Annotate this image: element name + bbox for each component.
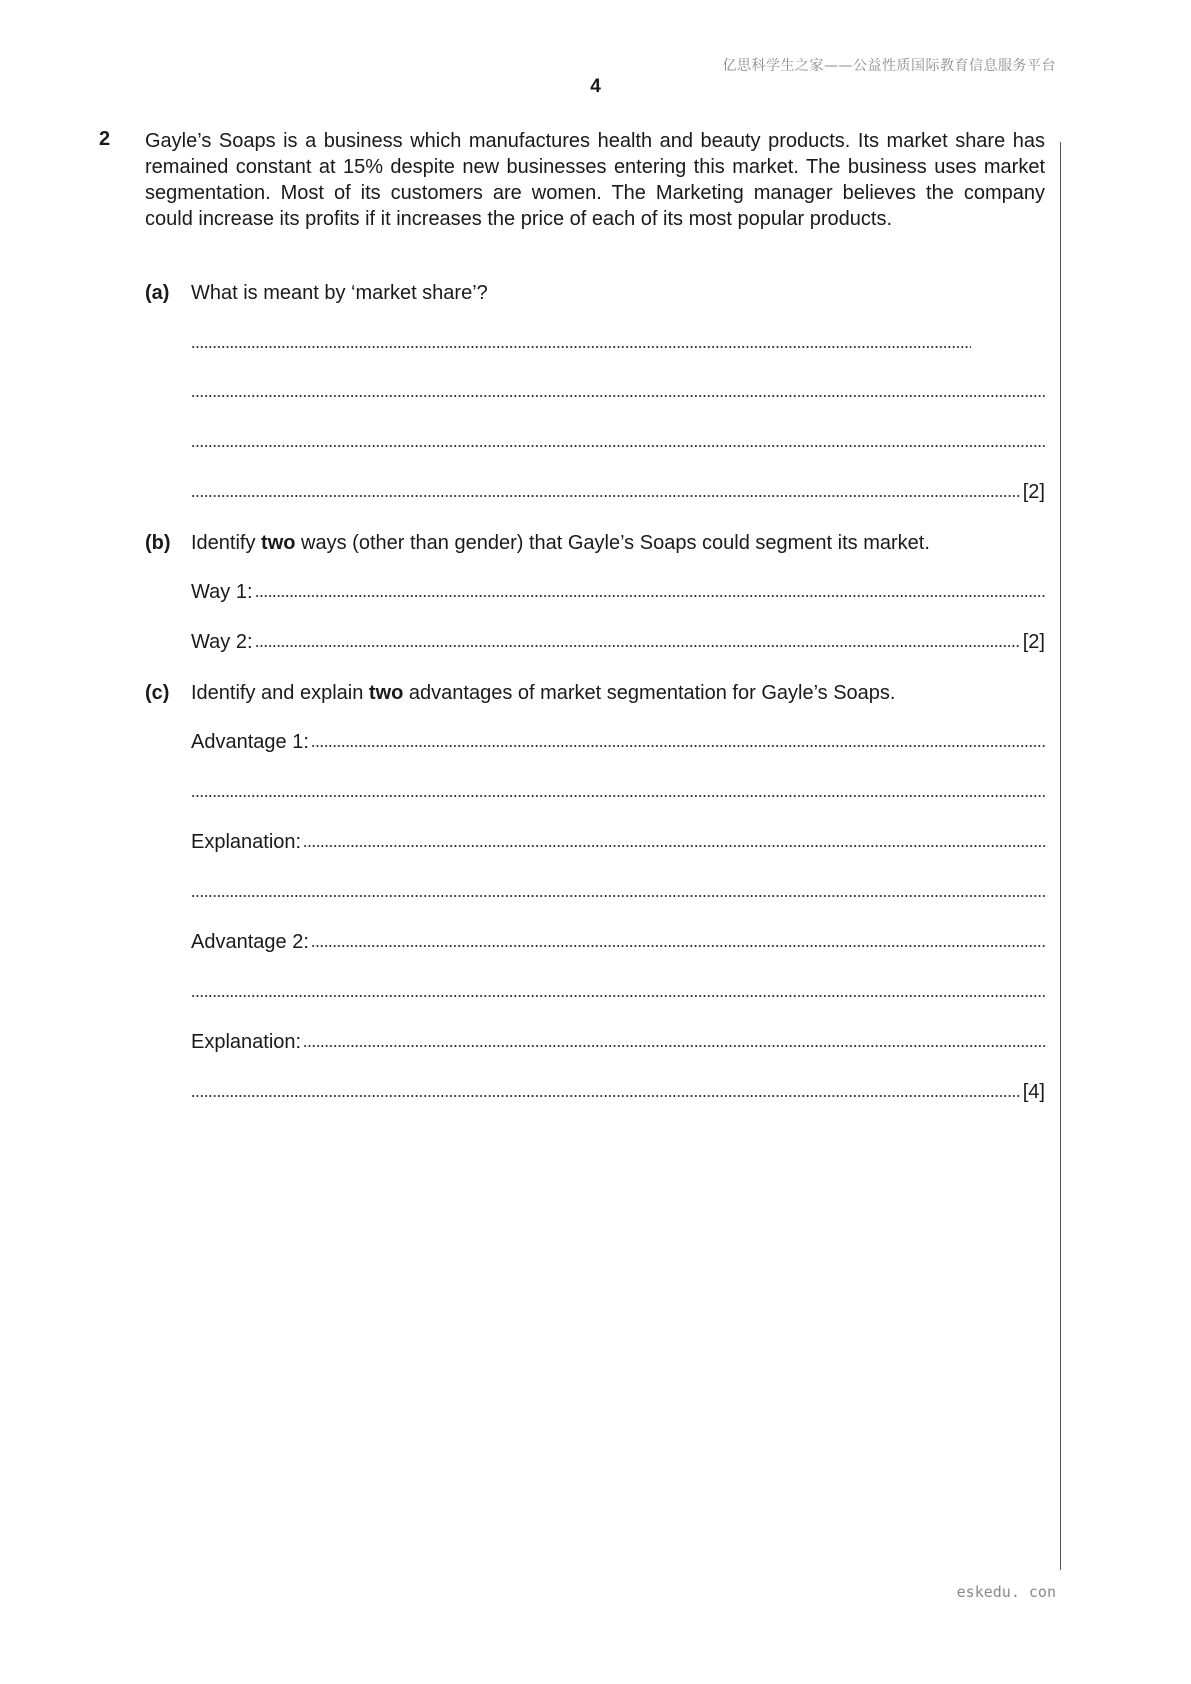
part-b-prompt: Identify two ways (other than gender) that Gayle’s Soaps could segment its market. — [191, 532, 930, 554]
part-b-letter: (b) — [145, 532, 171, 554]
margin-line — [1060, 142, 1061, 1570]
way2-label: Way 2: — [191, 631, 253, 653]
answer-line-way1[interactable] — [191, 578, 1045, 604]
mark-allocation: [2] — [1022, 481, 1045, 503]
answer-line-adv2[interactable] — [191, 928, 1045, 954]
answer-line-a1[interactable] — [191, 329, 971, 355]
explanation1-label: Explanation: — [191, 831, 302, 853]
mark-allocation: [4] — [1022, 1081, 1045, 1103]
page-number: 4 — [590, 76, 601, 97]
header-note: 亿思科学生之家——公益性质国际教育信息服务平台 — [722, 58, 1056, 74]
answer-line-exp2-cont[interactable] — [191, 1078, 1045, 1104]
answer-line-adv1-cont[interactable] — [191, 778, 1045, 804]
part-a-prompt: What is meant by ‘market share’? — [191, 282, 488, 304]
advantage1-label: Advantage 1: — [191, 731, 309, 753]
answer-line-a2[interactable] — [191, 378, 1045, 404]
answer-line-adv2-cont[interactable] — [191, 978, 1045, 1004]
way1-label: Way 1: — [191, 581, 253, 603]
answer-line-exp1[interactable] — [191, 828, 1045, 854]
part-a-letter: (a) — [145, 282, 170, 304]
answer-line-exp2[interactable] — [191, 1028, 1045, 1054]
part-c-prompt: Identify and explain two advantages of market segmentation for Gayle’s Soaps. — [191, 682, 896, 704]
answer-line-exp1-cont[interactable] — [191, 878, 1045, 904]
answer-line-a3[interactable] — [191, 428, 1045, 454]
answer-line-a4[interactable] — [191, 478, 1045, 504]
footer-note: eskedu. con — [956, 1583, 1056, 1601]
answer-line-way2[interactable] — [191, 628, 1045, 654]
answer-line-adv1[interactable] — [191, 728, 1045, 754]
part-c-letter: (c) — [145, 682, 170, 704]
explanation2-label: Explanation: — [191, 1031, 302, 1053]
advantage2-label: Advantage 2: — [191, 931, 309, 953]
question-number: 2 — [99, 128, 111, 150]
mark-allocation: [2] — [1022, 631, 1045, 653]
question-stem: Gayle’s Soaps is a business which manufactures health and beauty products. Its market share has remained constant at 15% despite new businesses entering this market. The business uses market segmentation. Most of its customers are women. The Marketing manager believes the company could increase its profits if it increases the price of each of its most popular products. — [145, 130, 1045, 230]
